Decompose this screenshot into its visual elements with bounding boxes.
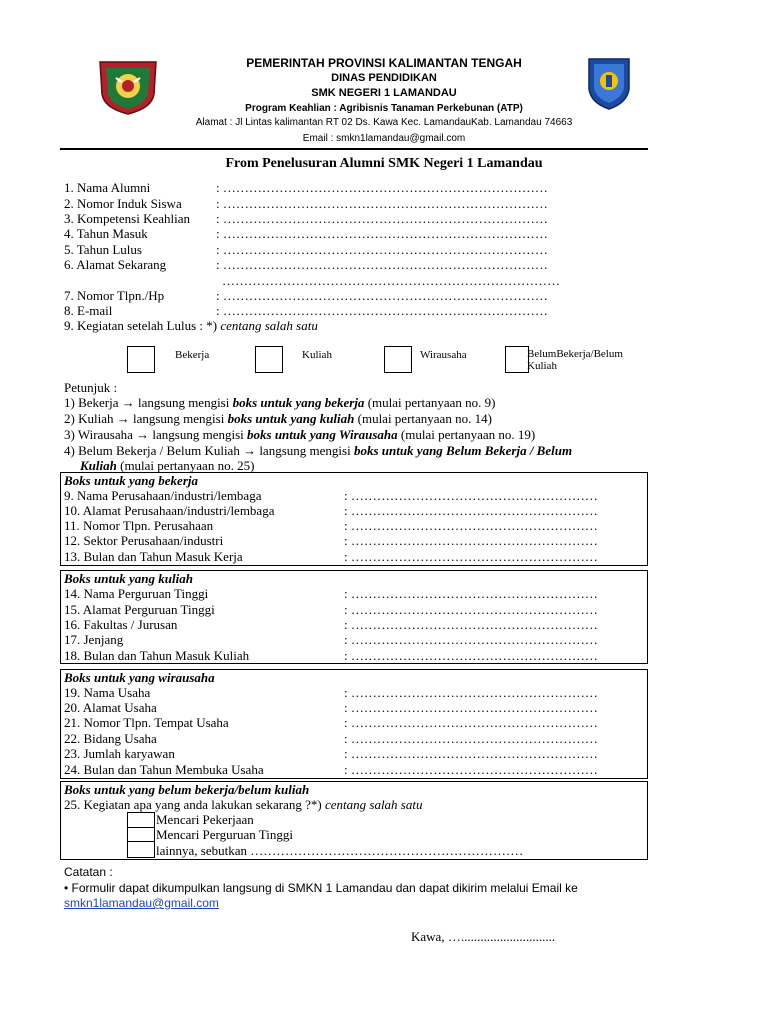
option-mencari-pekerjaan: Mencari Pekerjaan (156, 812, 254, 827)
box-row-label: 11. Nomor Tlpn. Perusahaan (64, 518, 214, 533)
field-fill[interactable]: : ………………………………………………………………… (216, 211, 548, 226)
box-row-label: 14. Nama Perguruan Tinggi (64, 586, 209, 601)
petunjuk-text: (mulai pertanyaan no. 14) (354, 411, 492, 426)
box-row-fill[interactable]: : ………………………………………………… (344, 549, 598, 564)
petunjuk-text: 1) Bekerja → langsung mengisi (64, 395, 233, 410)
petunjuk-emphasis: boks untuk yang kuliah (227, 411, 355, 426)
box-row-label: 17. Jenjang (64, 632, 124, 647)
box-row-label: 12. Sektor Perusahaan/industri (64, 533, 224, 548)
signature-place-date: Kawa, …............................. (411, 929, 556, 944)
q25-question (64, 797, 422, 812)
box-row-fill[interactable]: : ………………………………………………… (344, 488, 598, 503)
petunjuk-text: (mulai pertanyaan no. 25) (116, 458, 255, 473)
box-row-label: 16. Fakultas / Jurusan (64, 617, 178, 632)
box-row-label: 9. Nama Perusahaan/industri/lembaga (64, 488, 262, 503)
field-fill[interactable]: : ………………………………………………………………… (216, 242, 548, 257)
field-fill[interactable]: : ………………………………………………………………… (216, 303, 548, 318)
header-program: Program Keahlian : Agribisnis Tanaman Perkebunan (ATP) (245, 103, 523, 114)
checkbox-wirausaha[interactable] (384, 346, 412, 373)
field-label: 8. E-mail (64, 303, 113, 318)
field-label: 2. Nomor Induk Siswa (64, 196, 182, 211)
box-title: Boks untuk yang bekerja (64, 473, 198, 488)
checkbox-kuliah[interactable] (255, 346, 283, 373)
petunjuk-emphasis: boks untuk yang Wirausaha (247, 427, 398, 442)
header-agency: DINAS PENDIDIKAN (331, 72, 437, 84)
box-row-fill[interactable]: : ………………………………………………… (344, 685, 598, 700)
box-row-label: 18. Bulan dan Tahun Masuk Kuliah (64, 648, 250, 663)
petunjuk-item (64, 395, 495, 410)
box-row-fill[interactable]: : ………………………………………………… (344, 632, 598, 647)
field-fill[interactable]: : ………………………………………………………………… (216, 226, 548, 241)
box-row-fill[interactable]: : ………………………………………………… (344, 762, 598, 777)
catatan-bullet: • Formulir dapat dikumpulkan langsung di SMKN 1 Lamandau dan dapat dikirim melalui Email ke (64, 881, 578, 895)
header-province: PEMERINTAH PROVINSI KALIMANTAN TENGAH (246, 56, 522, 70)
box-bekerja-title (64, 473, 198, 488)
petunjuk-text: (mulai pertanyaan no. 9) (364, 395, 496, 410)
q9-hint: centang salah satu (220, 318, 318, 333)
option-lainnya: lainnya, sebutkan ……………………………………………………… (156, 843, 524, 858)
field-fill[interactable]: : ………………………………………………………………… (216, 180, 548, 195)
petunjuk-item (64, 427, 535, 442)
box-row-label: 10. Alamat Perusahaan/industri/lembaga (64, 503, 275, 518)
option-kuliah: Kuliah (302, 349, 332, 361)
header-divider (60, 148, 648, 150)
checkbox-belum[interactable] (505, 346, 529, 373)
field-label: 7. Nomor Tlpn./Hp (64, 288, 165, 303)
q25-hint: centang salah satu (324, 797, 423, 812)
header-email: Email : smkn1lamandau@gmail.com (302, 133, 466, 144)
box-kuliah-title (64, 571, 193, 586)
field-fill[interactable]: …………………………………………………………………… (222, 273, 560, 288)
field-label: 4. Tahun Masuk (64, 226, 148, 241)
box-belum-title (64, 782, 309, 797)
box-row-fill[interactable]: : ………………………………………………… (344, 617, 598, 632)
checkbox-lainnya[interactable] (127, 842, 154, 856)
petunjuk-item (64, 443, 572, 458)
petunjuk-emphasis: Kuliah (80, 458, 117, 473)
box-wirausaha-title (64, 670, 215, 685)
petunjuk-text: 3) Wirausaha → langsung mengisi (64, 427, 248, 442)
field-label: 5. Tahun Lulus (64, 242, 142, 257)
option-belum: BelumBekerja/Belum Kuliah (527, 348, 623, 372)
box-row-label: 21. Nomor Tlpn. Tempat Usaha (64, 715, 229, 730)
field-label: 3. Kompetensi Keahlian (64, 211, 190, 226)
field-fill[interactable]: : ………………………………………………………………… (216, 257, 548, 272)
petunjuk-item (64, 411, 492, 426)
box-row-fill[interactable]: : ………………………………………………… (344, 700, 598, 715)
field-label: 6. Alamat Sekarang (64, 257, 167, 272)
box-title: Boks untuk yang wirausaha (64, 670, 215, 685)
box-row-label: 19. Nama Usaha (64, 685, 151, 700)
catatan-title: Catatan : (64, 865, 113, 879)
box-row-fill[interactable]: : ………………………………………………… (344, 715, 598, 730)
box-title: Boks untuk yang belum bekerja/belum kuliah (64, 782, 310, 797)
form-title: From Penelusuran Alumni SMK Negeri 1 Lamandau (225, 156, 543, 171)
petunjuk-text: 2) Kuliah → langsung mengisi (64, 411, 228, 426)
email-link[interactable]: smkn1lamandau@gmail.com (64, 896, 219, 910)
petunjuk-text: 4) Belum Bekerja / Belum Kuliah → langsung mengisi (64, 443, 354, 458)
checkbox-mencari-pekerjaan[interactable] (127, 812, 154, 827)
field-fill[interactable]: : ………………………………………………………………… (216, 196, 548, 211)
box-row-fill[interactable]: : ………………………………………………… (344, 503, 598, 518)
petunjuk-title: Petunjuk : (64, 380, 118, 395)
q9-label: 9. Kegiatan setelah Lulus : *) (64, 318, 221, 333)
q9-question (64, 318, 318, 333)
option-wirausaha: Wirausaha (420, 349, 467, 361)
box-row-label: 13. Bulan dan Tahun Masuk Kerja (64, 549, 243, 564)
header-address: Alamat : Jl Lintas kalimantan RT 02 Ds. Kawa Kec. LamandauKab. Lamandau 74663 (195, 117, 573, 128)
box-title: Boks untuk yang kuliah (64, 571, 193, 586)
petunjuk-item-cont (80, 458, 254, 473)
q25-label: 25. Kegiatan apa yang anda lakukan sekarang ?*) (64, 797, 325, 812)
box-row-label: 20. Alamat Usaha (64, 700, 157, 715)
box-row-fill[interactable]: : ………………………………………………… (344, 648, 598, 663)
checkbox-bekerja[interactable] (127, 346, 155, 373)
option-bekerja: Bekerja (175, 349, 210, 361)
field-fill[interactable]: : ………………………………………………………………… (216, 288, 548, 303)
petunjuk-text: (mulai pertanyaan no. 19) (397, 427, 536, 442)
box-row-label: 22. Bidang Usaha (64, 731, 157, 746)
box-row-fill[interactable]: : ………………………………………………… (344, 586, 598, 601)
field-label: 1. Nama Alumni (64, 180, 151, 195)
catatan-email (64, 896, 219, 911)
petunjuk-emphasis: boks untuk yang Belum Bekerja / Belum (353, 443, 573, 458)
checkbox-mencari-pt[interactable] (127, 828, 154, 841)
box-row-fill[interactable]: : ………………………………………………… (344, 533, 598, 548)
box-row-fill[interactable]: : ………………………………………………… (344, 731, 598, 746)
box-row-fill[interactable]: : ………………………………………………… (344, 746, 598, 761)
header-school: SMK NEGERI 1 LAMANDAU (311, 87, 457, 99)
box-row-label: 15. Alamat Perguruan Tinggi (64, 602, 215, 617)
box-row-fill[interactable]: : ………………………………………………… (344, 518, 598, 533)
box-row-label: 24. Bulan dan Tahun Membuka Usaha (64, 762, 264, 777)
option-mencari-pt: Mencari Perguruan Tinggi (156, 827, 293, 842)
box-row-label: 23. Jumlah karyawan (64, 746, 175, 761)
box-row-fill[interactable]: : ………………………………………………… (344, 602, 598, 617)
petunjuk-emphasis: boks untuk yang bekerja (232, 395, 365, 410)
